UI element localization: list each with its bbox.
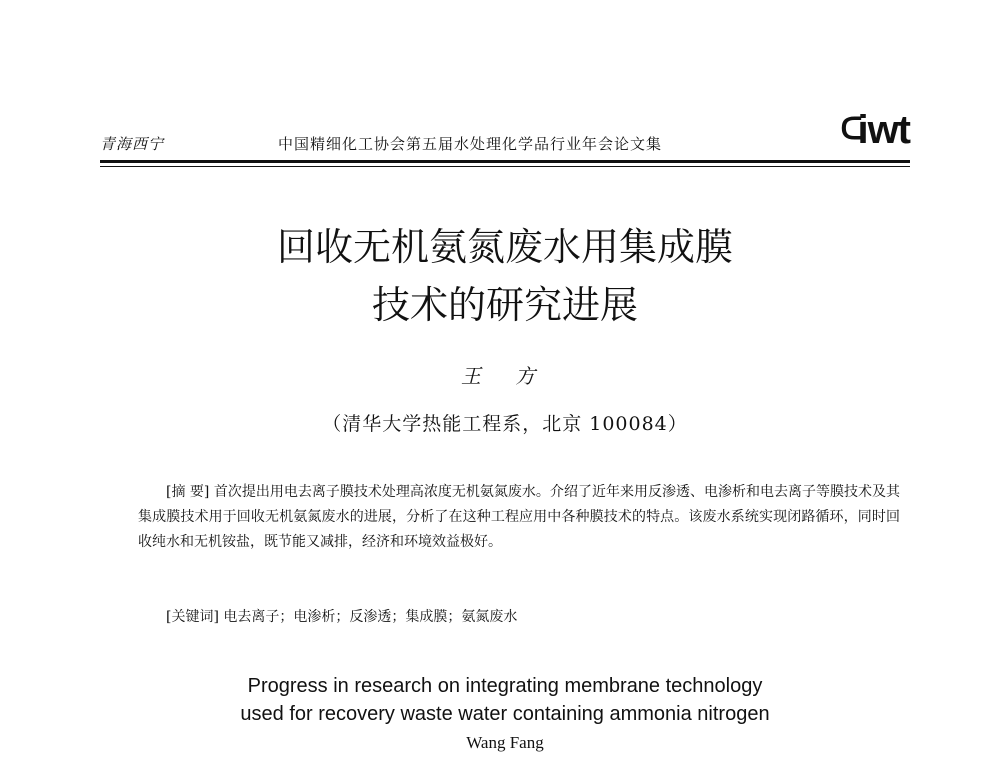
keywords-label: [关键词]: [166, 609, 219, 625]
english-title-line-2: used for recovery waste water containing ammonia nitrogen: [240, 703, 770, 725]
logo-hook-icon: ᑕ: [840, 113, 862, 146]
abstract-label: [摘 要]: [166, 484, 210, 500]
author-affiliation: （清华大学热能工程系，北京 100084）: [322, 413, 688, 435]
header-location: 青海西宁: [100, 135, 165, 153]
logo-text: iwt: [857, 108, 910, 152]
header-rule-thin: [100, 166, 910, 167]
paper-title-line-2: 技术的研究进展: [371, 283, 638, 327]
english-title: [100, 672, 910, 728]
paper-title: [100, 218, 910, 334]
paper-title-line-1: 回收无机氨氮废水用集成膜: [276, 225, 733, 269]
author-name: 王 方: [460, 364, 550, 388]
keywords: [166, 605, 900, 630]
running-header: [100, 108, 910, 160]
header-rule-thick: [100, 160, 910, 163]
abstract: [138, 480, 900, 555]
english-author: Wang Fang: [466, 733, 544, 752]
iwt-logo: [841, 108, 910, 153]
keywords-text: 电去离子；电渗析；反渗透；集成膜；氨氮废水: [223, 609, 518, 625]
english-title-line-1: Progress in research on integrating membrane technology: [247, 675, 763, 697]
abstract-text: 首次提出用电去离子膜技术处理高浓度无机氨氮废水。介绍了近年来用反渗透、电渗析和电去离子等膜技术及其集成膜技术用于回收无机氨氮废水的进展，分析了在这种工程应用中各种膜技术的特点。该废水系统实现闭路循环，同时回收纯水和无机铵盐，既节能又减排，经济和环境效益极好。: [138, 484, 901, 550]
header-proceedings-title: 中国精细化工协会第五届水处理化学品行业年会论文集: [278, 135, 663, 153]
